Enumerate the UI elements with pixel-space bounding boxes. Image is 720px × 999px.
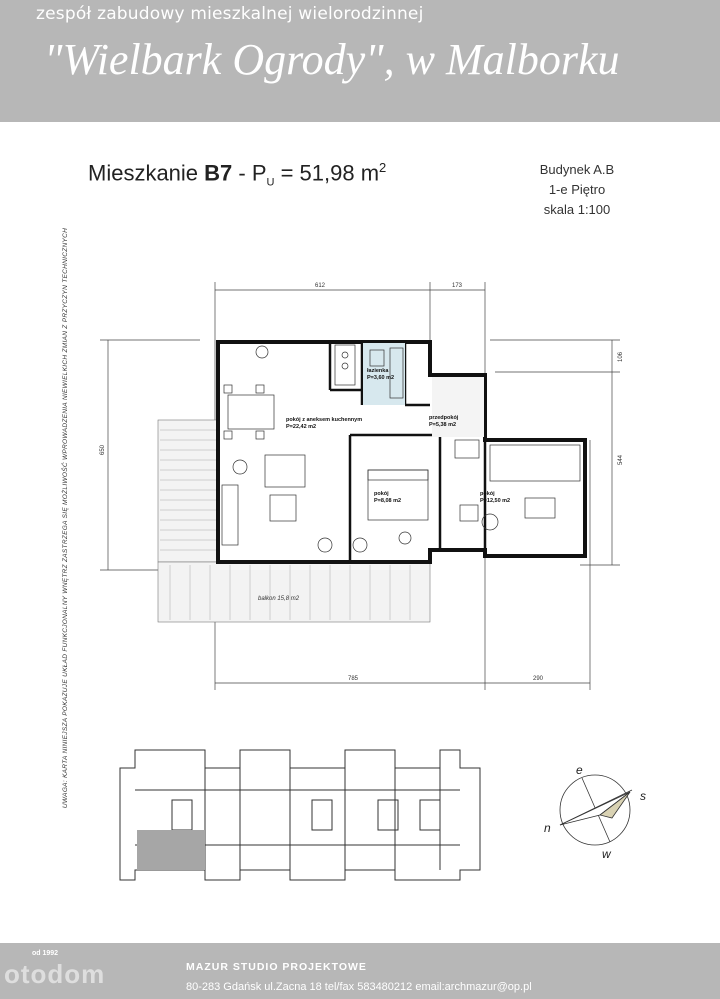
living-area: P=22,42 m2 xyxy=(286,424,317,430)
dim-right-top: 106 xyxy=(618,351,624,362)
area-sup: 2 xyxy=(379,160,387,175)
compass-s: s xyxy=(640,789,646,803)
building-floor: 1-e Piętro xyxy=(548,182,606,197)
apartment-code: B7 xyxy=(204,160,233,186)
dim-top-right: 173 xyxy=(452,283,463,289)
apartment-highlight xyxy=(137,830,205,870)
hall-area: P=5,38 m2 xyxy=(429,422,457,428)
bathroom-area: P=3,60 m2 xyxy=(367,375,395,381)
logo-text: otodom xyxy=(4,959,106,989)
studio-name: MAZUR STUDIO PROJEKTOWE xyxy=(186,961,367,973)
compass-n: n xyxy=(544,821,551,835)
dim-bottom-right: 290 xyxy=(533,676,544,682)
logo xyxy=(0,943,160,999)
footer xyxy=(0,943,720,999)
building-scale: skala 1:100 xyxy=(543,202,611,217)
project-subtitle: zespół zabudowy mieszkalnej wielorodzinnej xyxy=(36,4,424,24)
area-label: - P xyxy=(232,160,267,186)
room2-area: P=12,50 m2 xyxy=(480,498,511,504)
apartment-prefix: Mieszkanie xyxy=(88,160,205,186)
compass xyxy=(560,775,632,845)
compass-w: w xyxy=(602,847,611,861)
compass-e: e xyxy=(576,763,583,777)
studio-address: 80-283 Gdańsk ul.Zacna 18 tel/fax 583480212 email:archmazur@op.pl xyxy=(186,981,532,993)
area-value: = 51,98 m xyxy=(274,160,380,186)
room2-label: pokój xyxy=(480,491,495,497)
project-title: "Wielbark Ogrody", w Malborku xyxy=(44,35,620,84)
logo-year: od 1992 xyxy=(32,950,59,957)
living-label: pokój z aneksem kuchennym xyxy=(286,417,363,423)
dim-right: 544 xyxy=(618,454,624,465)
bathroom-label: łazienka xyxy=(367,368,389,374)
dim-bottom-left: 785 xyxy=(348,676,359,682)
dim-left: 650 xyxy=(100,444,106,455)
dim-top-left: 612 xyxy=(315,283,326,289)
room1-area: P=8,08 m2 xyxy=(374,498,402,504)
building-name: Budynek A.B xyxy=(539,162,615,177)
balcony-label: balkon 15,8 m2 xyxy=(258,596,300,602)
hall-floor xyxy=(432,377,484,437)
room1-label: pokój xyxy=(374,491,389,497)
hall-label: przedpokój xyxy=(429,415,459,421)
area-sub: U xyxy=(266,176,275,189)
side-note: UWAGA: KARTA NINIEJSZA POKAZUJE UKŁAD FUNKCJONALNY WNĘTRZ ZASTRZEGA SIĘ MOŻLIWOŚĆ WPROWADZENIA NIEWIELKICH ZMIAN Z PRZYCZYN TECHNICZNYCH xyxy=(62,227,69,809)
